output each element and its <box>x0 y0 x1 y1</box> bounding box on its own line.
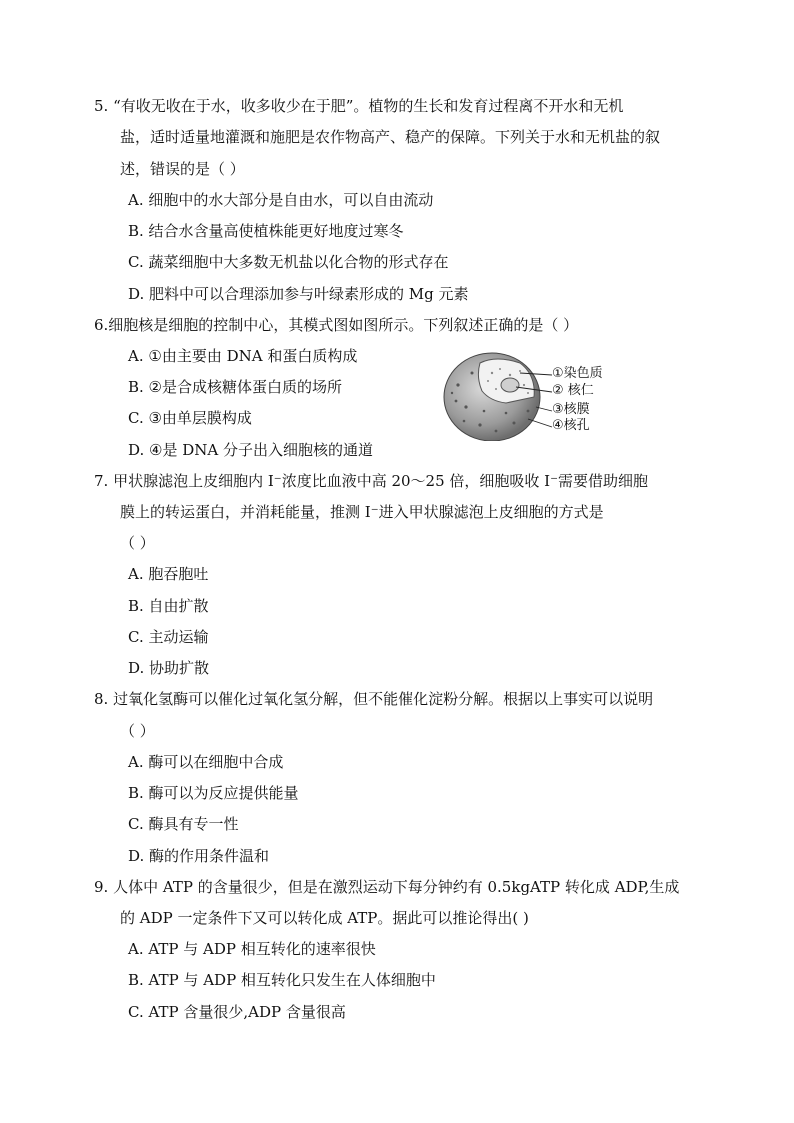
q5-option-d: D. 肥料中可以合理添加参与叶绿素形成的 Mg 元素 <box>128 285 469 303</box>
label-nuclear-envelope: ③核膜 <box>552 402 590 417</box>
q8-option-c: C. 酶具有专一性 <box>128 815 239 833</box>
q6-option-d: D. ④是 DNA 分子出入细胞核的通道 <box>128 441 373 459</box>
q7-option-a: A. 胞吞胞吐 <box>128 565 209 583</box>
q7-option-b: B. 自由扩散 <box>128 597 209 615</box>
label-nuclear-pore: ④核孔 <box>552 418 590 433</box>
q5-stem-line3: 述，错误的是（ ） <box>120 160 245 178</box>
q9-option-a: A. ATP 与 ADP 相互转化的速率很快 <box>128 940 376 958</box>
q9-stem-line1: 9. 人体中 ATP 的含量很少，但是在激烈运动下每分钟约有 0.5kgATP 转化成 ADP,生成 <box>94 878 680 896</box>
nucleus-diagram <box>436 345 616 441</box>
q8-stem-line1: 8. 过氧化氢酶可以催化过氧化氢分解，但不能催化淀粉分解。根据以上事实可以说明 <box>94 690 654 708</box>
q5-stem-line1: 5. “有收无收在于水，收多收少在于肥”。植物的生长和发育过程离不开水和无机 <box>94 97 624 115</box>
q7-stem-line1: 7. 甲状腺滤泡上皮细胞内 I⁻浓度比血液中高 20～25 倍，细胞吸收 I⁻需要借助细胞 <box>94 472 649 490</box>
q7-stem-line2: 膜上的转运蛋白，并消耗能量，推测 I⁻进入甲状腺滤泡上皮细胞的方式是 <box>120 503 604 521</box>
q9-option-c: C. ATP 含量很少,ADP 含量很高 <box>128 1003 346 1021</box>
q9-stem-line2: 的 ADP 一定条件下又可以转化成 ATP。据此可以推论得出( ) <box>120 909 529 927</box>
q5-option-b: B. 结合水含量高使植株能更好地度过寒冬 <box>128 222 404 240</box>
q7-stem-line3: （ ） <box>120 534 155 552</box>
q8-option-a: A. 酶可以在细胞中合成 <box>128 753 284 771</box>
q6-option-a: A. ①由主要由 DNA 和蛋白质构成 <box>128 347 358 365</box>
q8-stem-line2: （ ） <box>120 722 155 740</box>
q6-option-c: C. ③由单层膜构成 <box>128 409 252 427</box>
q8-option-d: D. 酶的作用条件温和 <box>128 847 270 865</box>
q7-option-d: D. 协助扩散 <box>128 659 210 677</box>
q5-stem-line2: 盐，适时适量地灌溉和施肥是农作物高产、稳产的保障。下列关于水和无机盐的叙 <box>120 128 661 146</box>
q8-option-b: B. 酶可以为反应提供能量 <box>128 784 299 802</box>
q5-option-c: C. 蔬菜细胞中大多数无机盐以化合物的形式存在 <box>128 253 449 271</box>
label-chromatin: ①染色质 <box>552 366 603 381</box>
q6-stem-line1: 6.细胞核是细胞的控制中心，其模式图如图所示。下列叙述正确的是（ ） <box>94 316 579 334</box>
q9-option-b: B. ATP 与 ADP 相互转化只发生在人体细胞中 <box>128 971 436 989</box>
q7-option-c: C. 主动运输 <box>128 628 209 646</box>
q6-option-b: B. ②是合成核糖体蛋白质的场所 <box>128 378 343 396</box>
q5-option-a: A. 细胞中的水大部分是自由水，可以自由流动 <box>128 191 434 209</box>
label-nucleolus: ② 核仁 <box>552 383 594 398</box>
